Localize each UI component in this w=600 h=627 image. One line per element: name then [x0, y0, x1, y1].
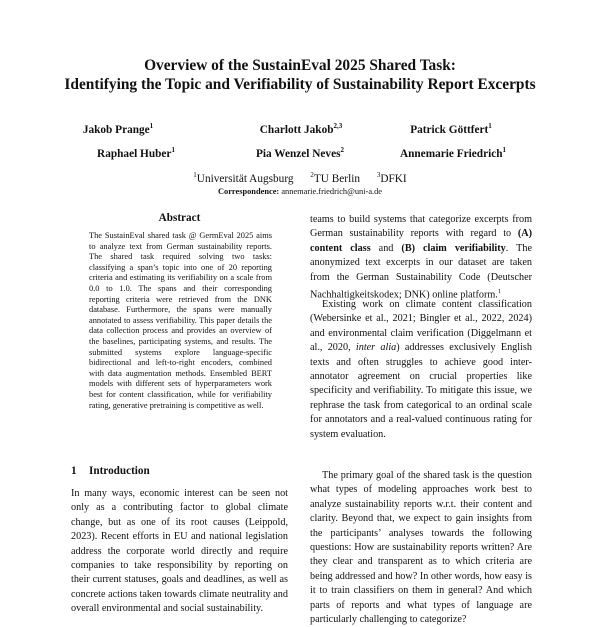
abstract-heading: Abstract: [158, 212, 201, 224]
correspondence-email[interactable]: annemarie.friedrich@uni-a.de: [281, 187, 383, 196]
introduction-paragraph: In many ways, economic interest can be seen not only as a contributing factor to global climate change, but as one of its root causes (Leippold, 2023). Recent efforts in EU and national legislation address the corporate world directly and require companies to take responsibility by reporting on their current statuses, goals and deadlines, as well as concrete actions taken towards climate neutrality and overall environmental and social sustainability.: [71, 488, 288, 615]
title-line-1: Overview of the SustainEval 2025 Shared Task:: [144, 57, 456, 74]
affiliation: $^2$TU Berlin: [310, 171, 360, 185]
section-number: 1: [71, 465, 77, 477]
section-heading-introduction: [71, 465, 150, 477]
footnote-marker[interactable]: 1: [497, 288, 502, 296]
affiliation: $^3$DFKI: [376, 171, 407, 185]
author-name: Patrick Göttfert$^1$: [410, 122, 492, 136]
author-name: Annemarie Friedrich$^1$: [399, 146, 507, 160]
right-column-paragraph-1: teams to build systems that categorize excerpts from German sustainability reports with regard to (A) content class and (B) claim verifiability. The anonymized text excerpts in our dataset are taken from the German Sustainability Code (Deutscher Nachhaltigkeitskodex; DNK) online platform.$^1$: [310, 214, 532, 301]
paper-title: [40, 57, 560, 94]
author-name: Jakob Prange$^1$: [82, 122, 154, 136]
task-a-label: (A) content class: [310, 228, 532, 254]
abstract-text: The SustainEval shared task @ GermEval 2025 aims to analyze text from German sustainability reports. The shared task required solving two tasks: classifying a span’s topic into one of 20 reporting criteria and estimating its verifiability on a scale from 0.0 to 1.0. The spans and their corresponding reporting criteria were retrieved from the DNK database. Furthermore, the spans were manually annotated to assess verifiability. This paper details the data collection process and provides an overview of the baselines, participating systems, and results. The submitted systems explore language-specific bidirectional and left-to-right encoders, combined with data augmentation methods. Ensembled BERT models with different sets of hyperparameters work best for content classification, while for verifiability rating, generative pretraining is competitive as well.: [89, 231, 272, 410]
correspondence-label: Correspondence:: [217, 187, 280, 196]
author-name: Raphael Huber$^1$: [97, 146, 175, 160]
correspondence: [40, 187, 560, 196]
section-title: Introduction: [89, 465, 150, 477]
task-b-label: (B) claim verifiability: [401, 242, 506, 254]
right-column-paragraph-3: The primary goal of the shared task is the question what types of modeling approaches work best to analyze sustainability reports w.r.t. their content and clarity. Beyond that, we expect to gain insights from the participants’ analyses towards the following questions: How are sustainability reports written? Are they clear and transparent as to which criteria are being addressed and how? In other words, how easy is it to train classifiers on them in general? And which parts of reports and what types of language are particularly challenging to categorize?: [310, 470, 532, 626]
affiliation: $^1$Universität Augsburg: [193, 171, 294, 185]
author-name: Charlott Jakob$^{2,3}$: [259, 122, 343, 136]
right-column-paragraph-2: Existing work on climate content classification (Webersinke et al., 2021; Bingler et al., 2022, 2024) and environmental claim verification (Diggelmann et al., 2020, inter alia) addresses exclusively English texts and often struggles to achieve good inter-annotator agreement on crucial properties like specificity and verifiability. To mitigate this issue, we rephrase the task from categorical to an ordinal scale for annotators and a real-valued continuous rating for system evaluation.: [310, 299, 532, 440]
author-name: Pia Wenzel Neves$^2$: [255, 146, 345, 160]
affiliations: [40, 171, 560, 185]
title-line-2: Identifying the Topic and Verifiability of Sustainability Report Excerpts: [64, 75, 536, 93]
